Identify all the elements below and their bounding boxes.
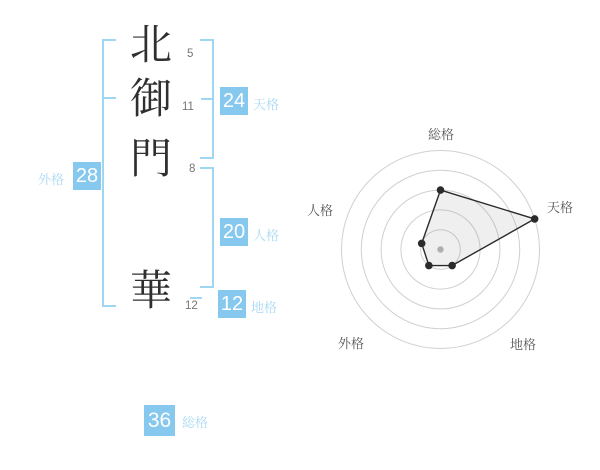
- tenkaku-bracket-mid-tick: [201, 98, 214, 100]
- chikaku-value-badge: 12: [218, 290, 246, 318]
- radar-axis-label-soukaku: 総格: [428, 127, 455, 142]
- name-char-1: 北: [129, 21, 172, 68]
- gaikaku-bracket-mid-tick: [102, 97, 116, 99]
- gaikaku-label: 外格: [38, 172, 65, 187]
- radar-data-point: [437, 186, 445, 194]
- name-char-4: 華: [129, 267, 172, 314]
- radar-data-point: [448, 262, 456, 270]
- jinkaku-bracket: [200, 167, 214, 288]
- jinkaku-value-badge: 20: [220, 218, 248, 246]
- gaikaku-bracket: [102, 39, 116, 307]
- tenkaku-label: 天格: [253, 97, 280, 112]
- soukaku-value-badge: 36: [144, 405, 175, 436]
- chikaku-label: 地格: [251, 300, 278, 315]
- stroke-count-2: 11: [182, 101, 194, 113]
- soukaku-label: 総格: [182, 415, 209, 430]
- jinkaku-label: 人格: [253, 228, 280, 243]
- radar-data-point: [425, 262, 433, 270]
- gaikaku-value-badge: 28: [73, 162, 101, 190]
- radar-chart-svg: [300, 105, 590, 365]
- chikaku-tick: [190, 297, 202, 299]
- stroke-count-3: 8: [189, 163, 196, 175]
- radar-axis-label-tenkaku: 天格: [547, 200, 574, 215]
- stroke-count-4: 12: [185, 300, 198, 312]
- radar-axis-label-chikaku: 地格: [510, 337, 537, 352]
- radar-axis-label-gaikaku: 外格: [338, 336, 365, 351]
- stroke-count-1: 5: [187, 48, 194, 60]
- radar-data-point: [531, 215, 539, 223]
- name-char-2: 御: [129, 75, 172, 122]
- name-char-3: 門: [129, 135, 172, 182]
- tenkaku-value-badge: 24: [220, 87, 248, 115]
- radar-data-point: [418, 240, 426, 248]
- radar-axis-label-jinkaku: 人格: [307, 203, 334, 218]
- radar-data-polygon: [422, 190, 535, 265]
